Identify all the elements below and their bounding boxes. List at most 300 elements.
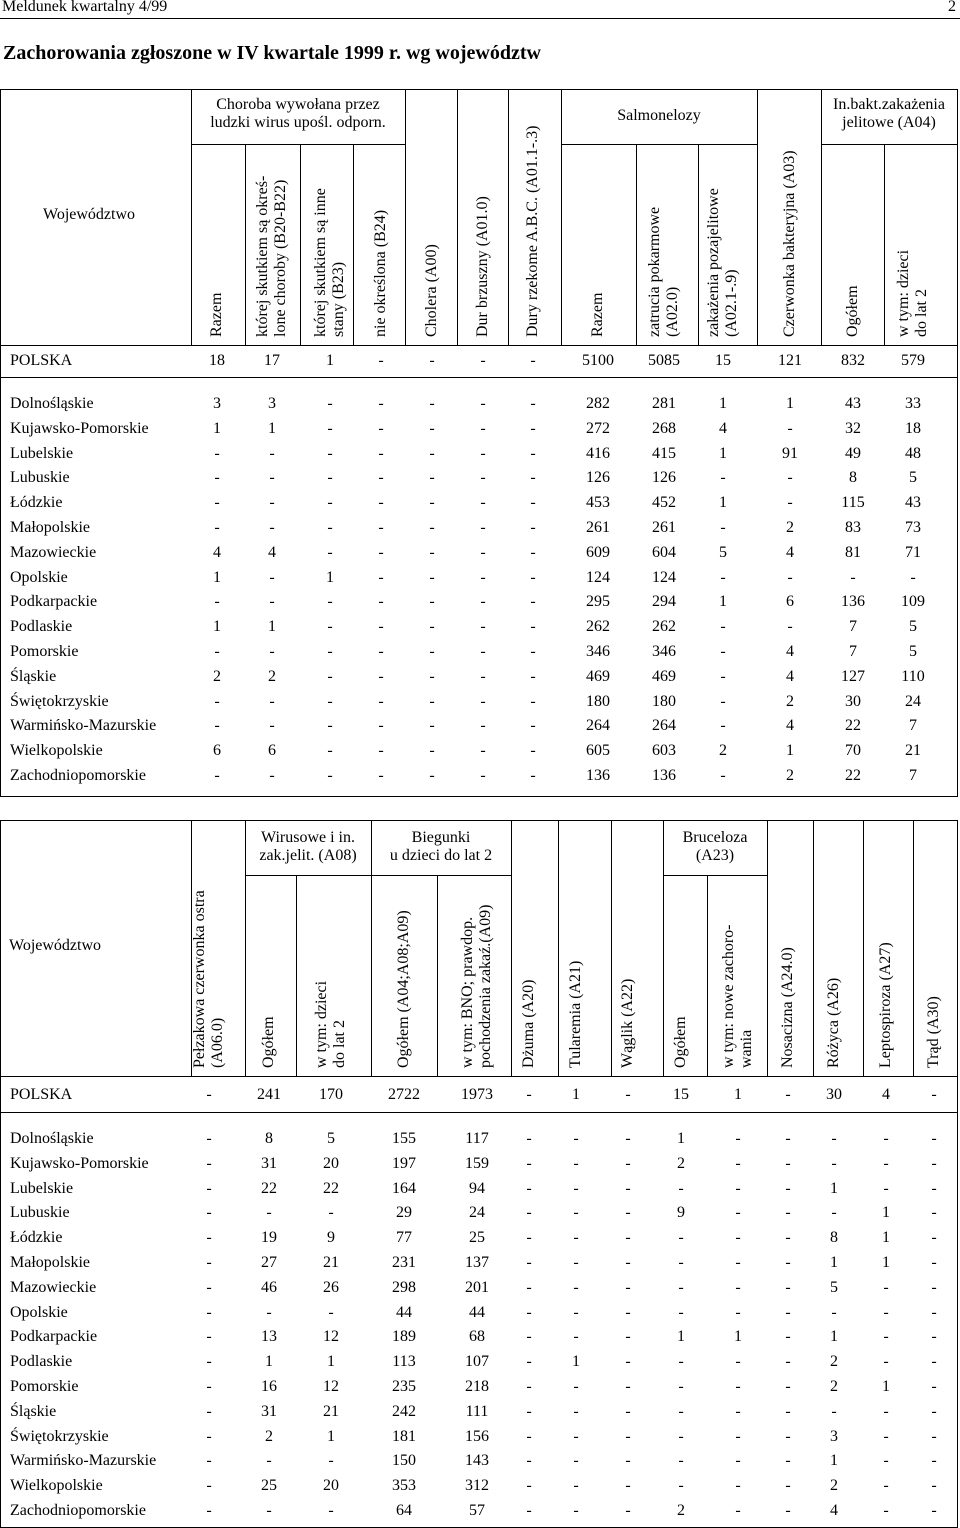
cell-value: - xyxy=(480,692,486,710)
group-header-inbakt: In.bakt.zakażenia xyxy=(833,96,945,113)
column-header-4-line: nie określona (B24) xyxy=(372,209,389,337)
column-header-10-line: wania xyxy=(738,1029,755,1068)
cell-value: - xyxy=(785,1502,791,1519)
cell-value: 2722 xyxy=(388,1086,420,1103)
cell-value: - xyxy=(720,667,726,685)
cell-value: - xyxy=(526,1328,532,1346)
table-row xyxy=(1,739,957,764)
cell-value: - xyxy=(573,1229,579,1247)
cell-value: - xyxy=(787,419,793,437)
cell-value: 127 xyxy=(841,667,865,685)
cell-value: - xyxy=(327,593,333,611)
table-row-polska xyxy=(1,349,957,374)
cell-value: - xyxy=(735,1179,741,1197)
cell-value: 415 xyxy=(652,444,676,462)
cell-value: - xyxy=(785,1477,791,1495)
cell-value: 231 xyxy=(392,1254,416,1271)
group-header-wirusowe: Wirusowe i in. xyxy=(260,829,355,846)
cell-value: 6 xyxy=(213,742,221,760)
cell-value: 1 xyxy=(882,1254,890,1271)
cell-value: - xyxy=(931,1378,937,1395)
cell-value: - xyxy=(850,568,856,586)
cell-value: 2 xyxy=(830,1378,838,1395)
cell-value: - xyxy=(327,469,333,487)
cell-value: - xyxy=(785,1278,791,1296)
cell-value: 170 xyxy=(319,1086,343,1103)
cell-value: 4 xyxy=(830,1502,838,1519)
table-row xyxy=(1,1449,957,1474)
cell-value: - xyxy=(573,1130,579,1147)
cell-value: - xyxy=(214,444,220,462)
cell-value: 12 xyxy=(323,1378,339,1395)
cell-value: 3 xyxy=(268,395,276,412)
column-header-4-line: Ogółem (A04;A08;A09) xyxy=(395,910,412,1068)
cell-value: - xyxy=(429,469,435,487)
cell-value: - xyxy=(206,1204,212,1222)
cell-value: - xyxy=(378,618,384,636)
cell-value: - xyxy=(625,1378,631,1395)
region-name: Mazowieckie xyxy=(10,543,97,561)
cell-value: - xyxy=(526,1130,532,1147)
table-row xyxy=(1,442,957,467)
cell-value: 579 xyxy=(901,352,925,369)
cell-value: - xyxy=(480,395,486,412)
cell-value: - xyxy=(931,1229,937,1247)
cell-value: - xyxy=(378,469,384,487)
cell-value: - xyxy=(206,1179,212,1197)
column-header-3-line: której skutkiem są inne xyxy=(312,188,329,337)
table-row xyxy=(1,1276,957,1301)
cell-value: 8 xyxy=(849,469,857,487)
cell-value: - xyxy=(526,1179,532,1197)
cell-value: - xyxy=(720,643,726,660)
region-name: Opolskie xyxy=(10,1303,68,1321)
region-name: Podlaskie xyxy=(10,618,73,636)
cell-value: 2 xyxy=(268,667,276,685)
table-row xyxy=(1,1400,957,1425)
cell-value: 9 xyxy=(327,1229,335,1247)
cell-value: - xyxy=(625,1427,631,1445)
column-divider xyxy=(457,90,458,345)
cell-value: - xyxy=(530,444,536,462)
cell-value: - xyxy=(526,1204,532,1222)
cell-value: 1 xyxy=(719,593,727,611)
cell-value: 43 xyxy=(905,494,921,512)
column-divider xyxy=(558,821,559,1076)
cell-value: - xyxy=(625,1477,631,1495)
column-header-1-line: Pełzakowa czerwonka ostra xyxy=(191,890,208,1068)
cell-value: - xyxy=(931,1130,937,1147)
cell-value: 115 xyxy=(841,494,865,512)
column-header-8-line: Razem xyxy=(589,292,606,337)
region-name: Warmińsko-Mazurskie xyxy=(10,1452,157,1470)
cell-value: 136 xyxy=(652,767,676,784)
cell-value: - xyxy=(269,717,275,735)
column-header-13-line: w tym: dzieci xyxy=(895,249,912,337)
cell-value: - xyxy=(378,767,384,784)
column-header-9-line: Ogółem xyxy=(672,1016,689,1068)
cell-value: - xyxy=(573,1154,579,1172)
column-header-13-line: Leptospiroza (A27) xyxy=(877,942,894,1068)
cell-value: 1 xyxy=(830,1328,838,1346)
cell-value: - xyxy=(883,1502,889,1519)
cell-value: 26 xyxy=(323,1278,339,1296)
region-name: Łódzkie xyxy=(10,494,63,512)
table-row xyxy=(1,1425,957,1450)
cell-value: - xyxy=(883,1303,889,1321)
cell-value: - xyxy=(429,767,435,784)
cell-value: - xyxy=(720,767,726,784)
cell-value: 68 xyxy=(469,1328,485,1346)
group-header-inbakt: jelitowe (A04) xyxy=(842,114,936,131)
cell-value: - xyxy=(931,1502,937,1519)
cell-value: - xyxy=(206,1278,212,1296)
cell-value: 268 xyxy=(652,419,676,437)
cell-value: 2 xyxy=(786,519,794,536)
cell-value: - xyxy=(785,1130,791,1147)
cell-value: 22 xyxy=(323,1179,339,1197)
cell-value: - xyxy=(931,1204,937,1222)
cell-value: - xyxy=(720,519,726,536)
cell-value: - xyxy=(480,469,486,487)
cell-value: - xyxy=(206,1378,212,1395)
cell-value: - xyxy=(530,618,536,636)
cell-value: 1 xyxy=(213,419,221,437)
cell-value: 197 xyxy=(392,1154,416,1172)
table-row xyxy=(1,690,957,715)
cell-value: 181 xyxy=(392,1427,416,1445)
cell-value: - xyxy=(480,519,486,536)
cell-value: - xyxy=(573,1502,579,1519)
cell-value: 469 xyxy=(652,667,676,685)
cell-value: - xyxy=(429,494,435,512)
cell-value: - xyxy=(429,643,435,660)
cell-value: - xyxy=(735,1204,741,1222)
cell-value: 64 xyxy=(396,1502,412,1519)
cell-value: - xyxy=(735,1477,741,1495)
column-divider xyxy=(636,144,637,345)
cell-value: 20 xyxy=(323,1477,339,1495)
column-divider xyxy=(757,90,758,345)
table-row-polska xyxy=(1,1083,957,1108)
cell-value: - xyxy=(625,1303,631,1321)
region-name: Kujawsko-Pomorskie xyxy=(10,1154,149,1172)
cell-value: - xyxy=(328,1452,334,1470)
cell-value: 83 xyxy=(845,519,861,536)
row-divider xyxy=(371,875,511,876)
cell-value: - xyxy=(480,444,486,462)
table-row xyxy=(1,590,957,615)
cell-value: 3 xyxy=(830,1427,838,1445)
cell-value: 48 xyxy=(905,444,921,462)
cell-value: - xyxy=(480,568,486,586)
cell-value: 241 xyxy=(257,1086,281,1103)
cell-value: - xyxy=(625,1229,631,1247)
cell-value: - xyxy=(480,742,486,760)
column-divider xyxy=(698,144,699,345)
cell-value: 110 xyxy=(901,667,925,685)
cell-value: 262 xyxy=(652,618,676,636)
region-name: Śląskie xyxy=(10,667,57,685)
group-header-bruceloza: Bruceloza xyxy=(682,829,748,846)
cell-value: 7 xyxy=(849,643,857,660)
cell-value: - xyxy=(573,1303,579,1321)
cell-value: - xyxy=(785,1229,791,1247)
cell-value: - xyxy=(429,568,435,586)
cell-value: 294 xyxy=(652,593,676,611)
cell-value: - xyxy=(735,1402,741,1420)
cell-value: - xyxy=(573,1328,579,1346)
cell-value: 137 xyxy=(465,1254,489,1271)
cell-value: 469 xyxy=(586,667,610,685)
cell-value: 2 xyxy=(786,692,794,710)
table-row xyxy=(1,1251,957,1276)
cell-value: - xyxy=(883,1353,889,1371)
cell-value: 49 xyxy=(845,444,861,462)
column-divider xyxy=(863,821,864,1076)
cell-value: 155 xyxy=(392,1130,416,1147)
cell-value: 1 xyxy=(719,444,727,462)
table-row xyxy=(1,1301,957,1326)
cell-value: 5 xyxy=(830,1278,838,1296)
report-name: Meldunek kwartalny 4/99 xyxy=(2,0,168,15)
cell-value: - xyxy=(573,1427,579,1445)
page-title: Zachorowania zgłoszone w IV kwartale 1999 r. wg województw xyxy=(3,42,541,64)
cell-value: - xyxy=(526,1477,532,1495)
cell-value: - xyxy=(429,352,435,369)
cell-value: 24 xyxy=(905,692,921,710)
cell-value: - xyxy=(735,1154,741,1172)
region-name: Zachodniopomorskie xyxy=(10,767,146,784)
cell-value: - xyxy=(378,643,384,660)
cell-value: 1 xyxy=(734,1086,742,1103)
cell-value: - xyxy=(530,767,536,784)
cell-value: - xyxy=(378,717,384,735)
cell-value: - xyxy=(530,395,536,412)
cell-value: 1 xyxy=(830,1179,838,1197)
region-name: Świętokrzyskie xyxy=(10,1427,109,1445)
cell-value: - xyxy=(327,767,333,784)
column-header-8-line: Wąglik (A22) xyxy=(619,978,636,1068)
cell-value: 121 xyxy=(778,352,802,369)
cell-value: - xyxy=(206,1254,212,1271)
cell-value: - xyxy=(480,643,486,660)
cell-value: - xyxy=(378,568,384,586)
cell-value: - xyxy=(269,643,275,660)
cell-value: - xyxy=(206,1452,212,1470)
cell-value: 5 xyxy=(327,1130,335,1147)
region-name: Pomorskie xyxy=(10,1378,79,1395)
column-divider xyxy=(511,821,512,1076)
region-name: Podkarpackie xyxy=(10,1328,98,1346)
cell-value: - xyxy=(625,1452,631,1470)
cell-value: 416 xyxy=(586,444,610,462)
row-divider xyxy=(663,875,767,876)
column-divider xyxy=(707,875,708,1076)
cell-value: 113 xyxy=(392,1353,416,1371)
cell-value: - xyxy=(327,742,333,760)
cell-value: - xyxy=(530,643,536,660)
cell-value: 16 xyxy=(261,1378,277,1395)
cell-value: - xyxy=(429,543,435,561)
cell-value: - xyxy=(378,444,384,462)
column-divider xyxy=(767,821,768,1076)
cell-value: 264 xyxy=(586,717,610,735)
page-number: 2 xyxy=(948,0,956,15)
cell-value: 4 xyxy=(786,717,794,735)
cell-value: - xyxy=(573,1477,579,1495)
cell-value: - xyxy=(429,667,435,685)
cell-value: 218 xyxy=(465,1378,489,1395)
column-header-10-line: w tym: nowe zachoro- xyxy=(720,924,737,1068)
cell-value: - xyxy=(378,692,384,710)
cell-value: - xyxy=(678,1477,684,1495)
cell-value: 4 xyxy=(786,643,794,660)
cell-value: - xyxy=(530,419,536,437)
cell-value: - xyxy=(573,1452,579,1470)
column-header-3-line: stany (B23) xyxy=(330,261,347,337)
cell-value: - xyxy=(269,692,275,710)
column-divider xyxy=(405,90,406,345)
cell-value: 13 xyxy=(261,1328,277,1346)
cell-value: - xyxy=(530,692,536,710)
cell-value: 22 xyxy=(261,1179,277,1197)
cell-value: - xyxy=(625,1254,631,1271)
cell-value: 1973 xyxy=(461,1086,493,1103)
cell-value: 30 xyxy=(845,692,861,710)
row-divider xyxy=(821,144,957,145)
cell-value: - xyxy=(530,717,536,735)
cell-value: 1 xyxy=(326,568,334,586)
cell-value: 201 xyxy=(465,1278,489,1296)
table-row xyxy=(1,541,957,566)
column-header-5-line: w tym: BNO; prawdop. xyxy=(459,916,476,1068)
cell-value: - xyxy=(328,1502,334,1519)
row-divider xyxy=(1,345,957,346)
cell-value: - xyxy=(785,1086,791,1103)
cell-value: - xyxy=(735,1353,741,1371)
table-row xyxy=(1,1127,957,1152)
cell-value: 1 xyxy=(786,742,794,760)
cell-value: 81 xyxy=(845,543,861,561)
cell-value: 6 xyxy=(268,742,276,760)
cell-value: 272 xyxy=(586,419,610,437)
column-header-7-line: Tularemia (A21) xyxy=(567,960,584,1068)
cell-value: 3 xyxy=(213,395,221,412)
cell-value: - xyxy=(378,667,384,685)
cell-value: 24 xyxy=(469,1204,485,1222)
cell-value: 44 xyxy=(469,1303,485,1321)
column-header-6-line: Dżuma (A20) xyxy=(520,979,537,1068)
cell-value: - xyxy=(327,717,333,735)
region-name: Pomorskie xyxy=(10,643,79,660)
region-name: Lubelskie xyxy=(10,1179,74,1197)
column-header-2-line: której skutkiem są okreś- xyxy=(254,175,271,337)
cell-value: - xyxy=(931,1179,937,1197)
cell-value: - xyxy=(787,469,793,487)
cell-value: 261 xyxy=(652,519,676,536)
cell-value: 2 xyxy=(786,767,794,784)
cell-value: 21 xyxy=(323,1254,339,1271)
cell-value: - xyxy=(206,1303,212,1321)
cell-value: - xyxy=(328,1303,334,1321)
cell-value: - xyxy=(625,1154,631,1172)
region-name: Dolnośląskie xyxy=(10,1130,94,1147)
cell-value: - xyxy=(429,419,435,437)
cell-value: - xyxy=(785,1378,791,1395)
group-header-biegunki: Biegunki xyxy=(411,829,471,846)
column-divider xyxy=(561,90,562,345)
region-name: Lubuskie xyxy=(10,1204,70,1222)
cell-value: - xyxy=(480,667,486,685)
cell-value: 180 xyxy=(586,692,610,710)
cell-value: 94 xyxy=(469,1179,485,1197)
cell-value: - xyxy=(735,1254,741,1271)
region-name: Podlaskie xyxy=(10,1353,73,1371)
column-divider xyxy=(884,144,885,345)
cell-value: 295 xyxy=(586,593,610,611)
table-row xyxy=(1,392,957,417)
cell-value: - xyxy=(429,692,435,710)
cell-value: - xyxy=(720,618,726,636)
cell-value: 71 xyxy=(905,543,921,561)
cell-value: 603 xyxy=(652,742,676,760)
cell-value: 1 xyxy=(572,1086,580,1103)
cell-value: 1 xyxy=(719,494,727,512)
column-header-9-line: (A02.0) xyxy=(664,286,681,337)
region-name: POLSKA xyxy=(10,352,73,369)
cell-value: - xyxy=(526,1452,532,1470)
region-name: Łódzkie xyxy=(10,1229,63,1247)
cell-value: 126 xyxy=(586,469,610,487)
cell-value: - xyxy=(480,494,486,512)
column-header-11-line: Nosacizna (A24.0) xyxy=(779,947,796,1068)
cell-value: 1 xyxy=(882,1204,890,1222)
column-divider xyxy=(611,821,612,1076)
cell-value: 1 xyxy=(326,352,334,369)
cell-value: - xyxy=(678,1278,684,1296)
cell-value: - xyxy=(883,1402,889,1420)
cell-value: - xyxy=(328,1204,334,1222)
cell-value: - xyxy=(526,1229,532,1247)
cell-value: 30 xyxy=(826,1086,842,1103)
cell-value: - xyxy=(625,1086,631,1103)
cell-value: - xyxy=(735,1427,741,1445)
cell-value: 15 xyxy=(715,352,731,369)
cell-value: - xyxy=(678,1378,684,1395)
cell-value: 20 xyxy=(323,1154,339,1172)
cell-value: 6 xyxy=(786,593,794,611)
cell-value: - xyxy=(910,568,916,586)
cell-value: - xyxy=(206,1402,212,1420)
cell-value: - xyxy=(573,1254,579,1271)
cell-value: 242 xyxy=(392,1402,416,1420)
cell-value: - xyxy=(678,1427,684,1445)
cell-value: 5 xyxy=(909,469,917,487)
cell-value: - xyxy=(787,618,793,636)
cell-value: - xyxy=(327,519,333,536)
cell-value: - xyxy=(429,444,435,462)
table-row xyxy=(1,1350,957,1375)
cell-value: 4 xyxy=(786,667,794,685)
cell-value: 31 xyxy=(261,1154,277,1172)
cell-value: 1 xyxy=(265,1353,273,1371)
cell-value: - xyxy=(269,593,275,611)
region-name: Świętokrzyskie xyxy=(10,692,109,710)
cell-value: - xyxy=(429,717,435,735)
cell-value: - xyxy=(678,1254,684,1271)
cell-value: 73 xyxy=(905,519,921,536)
